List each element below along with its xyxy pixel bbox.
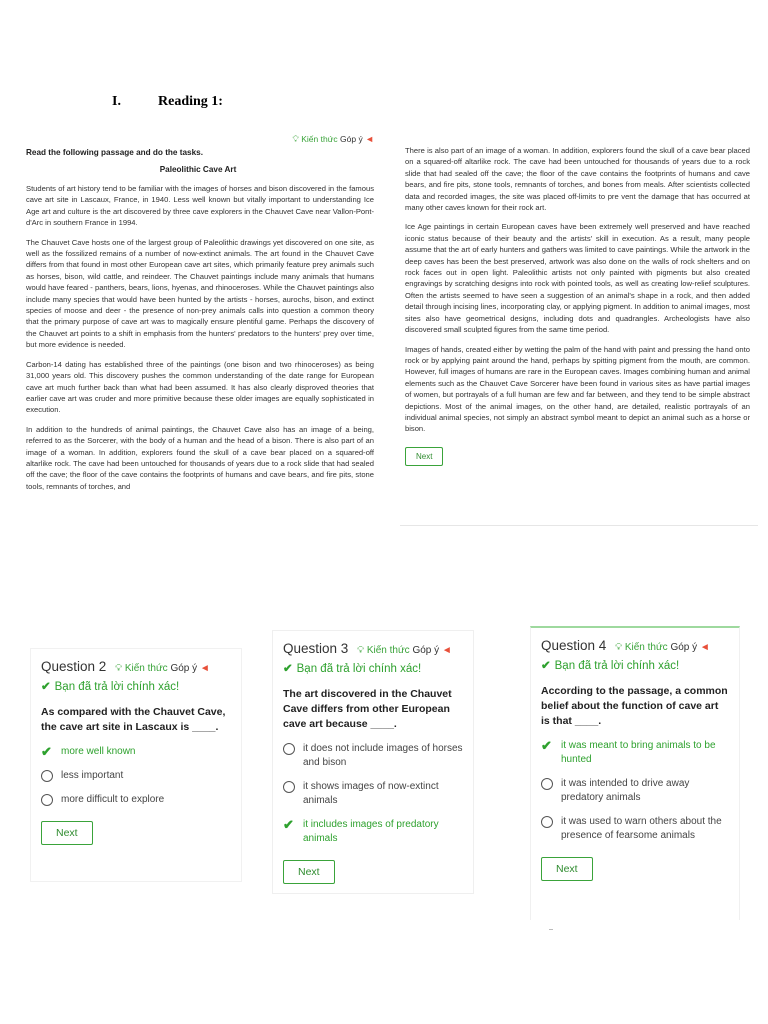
option-list bbox=[31, 735, 241, 807]
checkmark-icon: ✔ bbox=[41, 681, 51, 693]
feedback-link[interactable]: Góp ý bbox=[412, 645, 440, 656]
question-label: Question 2 bbox=[41, 659, 107, 674]
feedback-link[interactable]: Góp ý bbox=[670, 642, 698, 653]
option-item[interactable] bbox=[541, 777, 729, 805]
question-header bbox=[31, 649, 241, 674]
lightbulb-icon: 💡︎ bbox=[615, 642, 623, 653]
question-text: The art discovered in the Chauvet Cave differs from other European cave art because ____. bbox=[283, 688, 452, 730]
radio-icon[interactable] bbox=[283, 781, 295, 793]
checkmark-icon: ✔ bbox=[541, 738, 552, 753]
option-list bbox=[531, 729, 739, 843]
option-item[interactable] bbox=[41, 769, 231, 783]
option-text: it was intended to drive away predatory animals bbox=[561, 778, 690, 803]
radio-icon[interactable] bbox=[541, 778, 553, 790]
question-card-2 bbox=[30, 648, 242, 882]
lightbulb-icon: 💡︎ bbox=[292, 134, 299, 144]
passage-next-button[interactable]: Next bbox=[405, 447, 443, 466]
next-button[interactable]: Next bbox=[541, 857, 593, 881]
option-text: it shows images of now-extinct animals bbox=[303, 781, 439, 806]
correct-feedback bbox=[531, 653, 739, 672]
passage-paragraph: Images of hands, created either by wetting the palm of the hand with paint and pressing the hand onto rock or by applying paint around the hand, perhaps by spitting pigment from the mouth, are common. However, full images of humans are rare in the European caves. Images combining human and animal elements such as the Chauvet Cave Sorcerer have been found in various sites as have partial images of women, but portrayals of a full human are few and far between, and they tend to be simple abstract depictions. Most of the animal images, on the other hand, are detailed, realistic portrayals of an individual animal species, not simply an abstract symbol meant to depict an animal such as a horse or bison. bbox=[405, 344, 750, 434]
radio-icon[interactable] bbox=[541, 816, 553, 828]
megaphone-icon[interactable]: ◄ bbox=[441, 645, 452, 656]
lightbulb-icon: 💡︎ bbox=[115, 663, 123, 674]
radio-icon[interactable] bbox=[41, 770, 53, 782]
feedback-text: Bạn đã trả lời chính xác! bbox=[554, 660, 680, 672]
option-item[interactable] bbox=[541, 739, 729, 767]
megaphone-icon[interactable]: ◄ bbox=[199, 663, 210, 674]
passage-panel-right bbox=[400, 133, 758, 526]
correct-feedback bbox=[31, 674, 241, 693]
question-meta bbox=[115, 663, 210, 674]
passage-title: Paleolithic Cave Art bbox=[159, 165, 237, 174]
option-list bbox=[273, 732, 473, 846]
question-label: Question 3 bbox=[283, 641, 349, 656]
question-card-3 bbox=[272, 630, 474, 894]
option-item[interactable] bbox=[41, 745, 231, 759]
option-text: it was used to warn others about the presence of fearsome animals bbox=[561, 816, 722, 841]
knowledge-link[interactable]: Kiến thức bbox=[301, 134, 338, 144]
feedback-text: Bạn đã trả lời chính xác! bbox=[296, 663, 422, 675]
checkmark-icon: ✔ bbox=[283, 817, 294, 832]
passage-paragraph: Students of art history tend to be familiar with the images of horses and bison discovered in the famous cave art site in Lascaux, France, in 1940. Less well known but vitally important to understanding Ice Age art and culture is the art discovered by three cave explorers in the Chauvet Cave near Vallon-Pont-d'Arc in southern France in 1994. bbox=[26, 184, 374, 228]
knowledge-link[interactable]: Kiến thức bbox=[124, 663, 168, 674]
option-item[interactable] bbox=[283, 780, 463, 808]
question-header bbox=[273, 631, 473, 656]
option-text: less important bbox=[61, 770, 124, 781]
radio-icon[interactable] bbox=[41, 794, 53, 806]
question-meta bbox=[615, 642, 710, 653]
checkmark-icon: ✔ bbox=[41, 744, 52, 759]
question-card-4 bbox=[530, 626, 740, 920]
question-text: As compared with the Chauvet Cave, the cave art site in Lascaux is ____. bbox=[41, 706, 226, 733]
question-text: According to the passage, a common belief about the function of cave art is that ____. bbox=[541, 685, 728, 727]
checkmark-icon: ✔ bbox=[541, 660, 551, 672]
option-item[interactable] bbox=[283, 742, 463, 770]
heading-title: Reading 1: bbox=[158, 94, 223, 109]
question-meta bbox=[357, 645, 452, 656]
reading-heading bbox=[112, 94, 223, 110]
option-text: more difficult to explore bbox=[61, 794, 165, 805]
lightbulb-icon: 💡︎ bbox=[357, 645, 365, 656]
next-button[interactable]: Next bbox=[41, 821, 93, 845]
option-item[interactable] bbox=[541, 815, 729, 843]
question-header bbox=[531, 628, 739, 653]
feedback-link[interactable]: Góp ý bbox=[340, 134, 363, 144]
option-item[interactable] bbox=[283, 818, 463, 846]
passage-panel-left bbox=[22, 133, 374, 525]
next-button[interactable]: Next bbox=[283, 860, 335, 884]
knowledge-link[interactable]: Kiến thức bbox=[366, 645, 410, 656]
radio-icon[interactable] bbox=[283, 743, 295, 755]
passage-paragraph: Ice Age paintings in certain European caves have been extremely well preserved and have reached iconic status because of their beauty and the artists' skill in execution. As a result, many people assume that the art of early hunters and gathers was limited to cave paintings. While the artwork in the deep caves has been the best preserved, artwork was also done on the walls of rock shelters and on rock faces out in open light. Paleolithic artists not only painted with pigments but also created engravings by scratching designs into rock with pointed tools, as well as creating low-relief sculptures. Often the artists seemed to have seen a suggestion of an animal's shape in a rock, and then added detail through incising lines, incorporating clay, or applying pigment. In addition to animal images, most sites also have geometrical designs, including dots and quadrangles. Archeologists have also discovered small sculpted figures from the same time period. bbox=[405, 222, 750, 335]
heading-number: I. bbox=[112, 94, 121, 109]
passage-paragraph: Carbon-14 dating has established three of the paintings (one bison and two rhinoceroses) as being 31,000 years old. This discovery pushes the common understanding of the date range for European cave art much further back than what had been assumed. It has also clearly disproved theories that earlier cave art was cruder and more primitive because these older images are equally sophisticated in execution. bbox=[26, 359, 374, 415]
checkmark-icon: ✔ bbox=[283, 663, 293, 675]
passage-meta bbox=[22, 133, 374, 146]
passage-paragraph: The Chauvet Cave hosts one of the largest group of Paleolithic drawings yet discovered on one site, as well as the fossilized remains of a number of now-extinct animals. The art found in the Chauvet Cave differs from that found in most other European cave art sites, which primarily feature prey animals such as horses, bison, wild cattle, and reindeer. The Chauvet paintings include many animals that humans would have feared - panthers, bears, lions, hyenas, and rhinoceroses. While the Chauvet paintings also include many species that would have been hunted by the artists - horses, aurochs, bison, and extinct species of moose and deer - the presence of non-prey animals calls into question a common theory that the primary purpose of cave art was to magically ensure plentiful game. Perhaps the discovery of the Chauvet art points to a shift in emphasis from the hunters' predators to the hunters' prey over time, but more evidence is needed. bbox=[26, 237, 374, 350]
question-label: Question 4 bbox=[541, 638, 607, 653]
passage-paragraph: There is also part of an image of a woman. In addition, explorers found the skull of a cave bear placed on a squared-off altarlike rock. The cave had been untouched for thousands of years due to a rock slide that had sealed off the cave; the floor of the cave contains the footprints of humans and cave bears, and fire pits, stone tools, remnants of torches, and bones from meals. After scientists collected data and recorded images, the site was placed off-limits to pre vent the damage that has occurred at many other caves known for their rock art. bbox=[405, 146, 750, 213]
option-text: more well known bbox=[61, 746, 136, 757]
option-text: it was meant to bring animals to be hunted bbox=[561, 740, 716, 765]
divider bbox=[549, 929, 553, 930]
correct-feedback bbox=[273, 656, 473, 675]
megaphone-icon[interactable]: ◄ bbox=[365, 134, 374, 144]
megaphone-icon[interactable]: ◄ bbox=[699, 642, 710, 653]
option-text: it includes images of predatory animals bbox=[303, 819, 439, 844]
feedback-link[interactable]: Góp ý bbox=[170, 663, 198, 674]
option-item[interactable] bbox=[41, 793, 231, 807]
feedback-text: Bạn đã trả lời chính xác! bbox=[54, 681, 180, 693]
passage-paragraph: In addition to the hundreds of animal paintings, the Chauvet Cave also has an image of a being, referred to as the Sorcerer, with the body of a human and the head of a bison. There is also part of an image of a woman. In addition, explorers found the skull of a cave bear placed on a squared-off altarlike rock. The cave had been untouched for thousands of years due to a rock slide that had sealed off the cave; the floor of the cave contains the footprints of humans and cave bears, and fire pits, stone tools, remnants of torches, and bbox=[26, 424, 374, 491]
knowledge-link[interactable]: Kiến thức bbox=[624, 642, 668, 653]
option-text: it does not include images of horses and bison bbox=[303, 743, 463, 768]
passage-instruction: Read the following passage and do the tasks. bbox=[26, 148, 203, 157]
